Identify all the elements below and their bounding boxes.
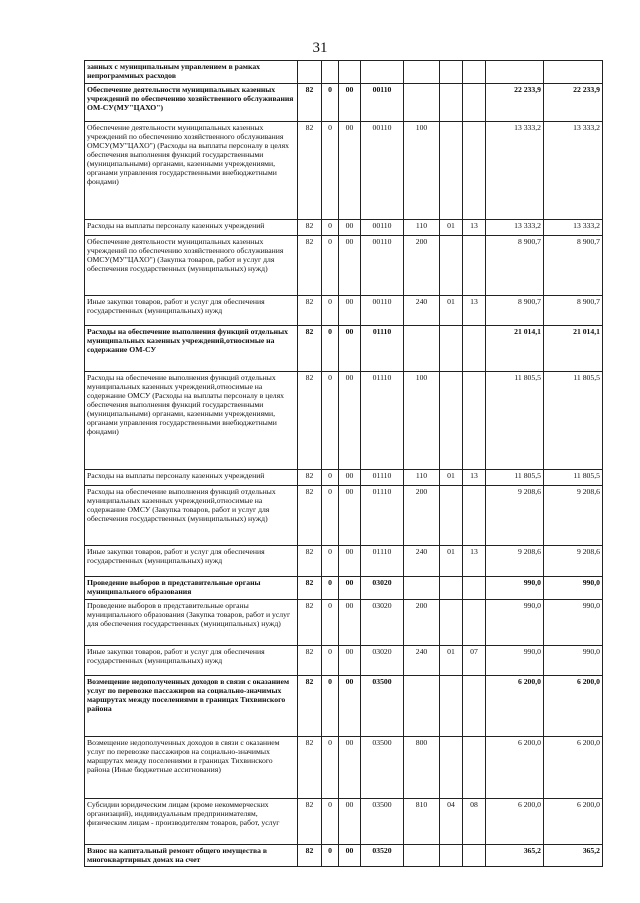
table-row xyxy=(85,84,603,122)
code-cell: 00 xyxy=(339,296,361,326)
code-cell: 00 xyxy=(339,372,361,470)
code-cell: 00 xyxy=(339,737,361,799)
expense-type-cell xyxy=(404,61,440,84)
section-cell xyxy=(440,737,463,799)
target-code-cell: 03520 xyxy=(361,845,404,867)
item-name-cell: Проведение выборов в представительные органы муниципального образования (Закупка товаров, работ и услуг для обеспечения государственных (муниципальных) нужд) xyxy=(85,600,298,646)
expense-type-cell xyxy=(404,676,440,737)
subsection-cell xyxy=(463,486,486,546)
code-cell: 0 xyxy=(322,84,339,122)
target-code-cell: 00110 xyxy=(361,296,404,326)
amount-total-cell: 365,2 xyxy=(544,845,603,867)
section-cell xyxy=(440,372,463,470)
amount-total-cell: 6 200,0 xyxy=(544,799,603,845)
subsection-cell xyxy=(463,676,486,737)
target-code-cell: 03020 xyxy=(361,600,404,646)
subsection-cell xyxy=(463,84,486,122)
code-cell: 82 xyxy=(298,372,322,470)
table-body xyxy=(85,61,603,867)
subsection-cell: 08 xyxy=(463,799,486,845)
amount-total-cell: 11 805,5 xyxy=(544,470,603,486)
item-name-cell: Иные закупки товаров, работ и услуг для обеспечения государственных (муниципальных) нужд xyxy=(85,296,298,326)
amount-total-cell: 13 333,2 xyxy=(544,220,603,236)
item-name-cell: Иные закупки товаров, работ и услуг для обеспечения государственных (муниципальных) нужд xyxy=(85,646,298,676)
code-cell: 0 xyxy=(322,646,339,676)
code-cell: 82 xyxy=(298,546,322,577)
target-code-cell: 03020 xyxy=(361,577,404,600)
expense-type-cell xyxy=(404,326,440,372)
section-cell xyxy=(440,122,463,220)
amount-total-cell: 990,0 xyxy=(544,600,603,646)
page-number: 31 xyxy=(312,40,328,56)
item-name-cell: Иные закупки товаров, работ и услуг для обеспечения государственных (муниципальных) нужд xyxy=(85,546,298,577)
table-row xyxy=(85,61,603,84)
table-row xyxy=(85,799,603,845)
code-cell: 82 xyxy=(298,84,322,122)
code-cell: 82 xyxy=(298,486,322,546)
amount-total-cell: 8 900,7 xyxy=(544,296,603,326)
amount-total-cell: 990,0 xyxy=(544,646,603,676)
table-row xyxy=(85,122,603,220)
section-cell xyxy=(440,326,463,372)
subsection-cell: 13 xyxy=(463,296,486,326)
code-cell: 00 xyxy=(339,546,361,577)
amount-total-cell: 990,0 xyxy=(544,577,603,600)
code-cell: 0 xyxy=(322,799,339,845)
amount-total-cell: 9 208,6 xyxy=(544,486,603,546)
target-code-cell: 03500 xyxy=(361,676,404,737)
amount-cell: 21 014,1 xyxy=(486,326,544,372)
target-code-cell: 03500 xyxy=(361,799,404,845)
code-cell: 00 xyxy=(339,486,361,546)
code-cell: 00 xyxy=(339,220,361,236)
section-cell: 01 xyxy=(440,296,463,326)
subsection-cell: 13 xyxy=(463,546,486,577)
amount-cell: 990,0 xyxy=(486,646,544,676)
amount-cell: 365,2 xyxy=(486,845,544,867)
code-cell: 00 xyxy=(339,600,361,646)
expense-type-cell: 100 xyxy=(404,122,440,220)
amount-total-cell: 21 014,1 xyxy=(544,326,603,372)
expense-type-cell: 810 xyxy=(404,799,440,845)
code-cell: 0 xyxy=(322,372,339,470)
code-cell: 82 xyxy=(298,799,322,845)
amount-total-cell: 13 333,2 xyxy=(544,122,603,220)
code-cell: 0 xyxy=(322,737,339,799)
code-cell: 82 xyxy=(298,737,322,799)
item-name-cell: Обеспечение деятельности муниципальных казенных учреждений по обеспечению хозяйственного обслуживания ОМ-СУ(МУ"ЦАХО") xyxy=(85,84,298,122)
target-code-cell: 01110 xyxy=(361,546,404,577)
amount-cell: 11 805,5 xyxy=(486,372,544,470)
amount-cell: 8 900,7 xyxy=(486,236,544,296)
code-cell xyxy=(298,61,322,84)
code-cell: 00 xyxy=(339,470,361,486)
table-row xyxy=(85,845,603,867)
item-name-cell: Расходы на выплаты персоналу казенных учреждений xyxy=(85,470,298,486)
code-cell xyxy=(339,61,361,84)
amount-cell: 6 200,0 xyxy=(486,676,544,737)
code-cell: 00 xyxy=(339,577,361,600)
table-row xyxy=(85,326,603,372)
code-cell: 82 xyxy=(298,470,322,486)
table-row xyxy=(85,296,603,326)
code-cell: 0 xyxy=(322,546,339,577)
amount-cell: 11 805,5 xyxy=(486,470,544,486)
subsection-cell xyxy=(463,600,486,646)
subsection-cell: 13 xyxy=(463,220,486,236)
code-cell: 00 xyxy=(339,84,361,122)
code-cell: 0 xyxy=(322,470,339,486)
section-cell xyxy=(440,676,463,737)
amount-total-cell: 6 200,0 xyxy=(544,737,603,799)
section-cell xyxy=(440,84,463,122)
subsection-cell xyxy=(463,236,486,296)
code-cell: 0 xyxy=(322,845,339,867)
budget-table xyxy=(84,60,603,867)
item-name-cell: Возмещение недополученных доходов в связи с оказанием услуг по перевозке пассажиров на социально-значимых маршрутах между поселениями в границах Тихвинского района (Иные бюджетные ассигнования) xyxy=(85,737,298,799)
code-cell: 00 xyxy=(339,646,361,676)
code-cell: 0 xyxy=(322,122,339,220)
code-cell: 82 xyxy=(298,646,322,676)
amount-cell xyxy=(486,61,544,84)
code-cell: 82 xyxy=(298,600,322,646)
section-cell xyxy=(440,486,463,546)
section-cell xyxy=(440,845,463,867)
table-row xyxy=(85,546,603,577)
target-code-cell: 01110 xyxy=(361,326,404,372)
expense-type-cell: 240 xyxy=(404,296,440,326)
table-row xyxy=(85,470,603,486)
expense-type-cell: 110 xyxy=(404,220,440,236)
expense-type-cell: 800 xyxy=(404,737,440,799)
section-cell xyxy=(440,577,463,600)
section-cell xyxy=(440,600,463,646)
amount-cell: 8 900,7 xyxy=(486,296,544,326)
amount-total-cell: 11 805,5 xyxy=(544,372,603,470)
item-name-cell: Возмещение недополученных доходов в связи с оказанием услуг по перевозке пассажиров на социально-значимых маршрутах между поселениями в границах Тихвинского района xyxy=(85,676,298,737)
code-cell: 82 xyxy=(298,676,322,737)
subsection-cell xyxy=(463,372,486,470)
table-row xyxy=(85,646,603,676)
item-name-cell: Расходы на обеспечение выполнения функций отдельных муниципальных казенных учреждений,относимые на содержание ОМСУ (Расходы на выплаты персоналу в целях обеспечения выполнения функций государственными (муниципальными) органами, казенными учреждениями, органами управления государственными внебюджетными фондами) xyxy=(85,372,298,470)
item-name-cell: Субсидии юридическим лицам (кроме некоммерческих организаций), индивидуальным предпринимателям, физическим лицам - производителям товаров, работ, услуг xyxy=(85,799,298,845)
section-cell: 04 xyxy=(440,799,463,845)
code-cell: 00 xyxy=(339,676,361,737)
amount-cell: 9 208,6 xyxy=(486,546,544,577)
target-code-cell: 03020 xyxy=(361,646,404,676)
code-cell: 0 xyxy=(322,486,339,546)
code-cell: 00 xyxy=(339,122,361,220)
table-row xyxy=(85,486,603,546)
expense-type-cell: 240 xyxy=(404,546,440,577)
item-name-cell: Проведение выборов в представительные органы муниципального образования xyxy=(85,577,298,600)
table-row xyxy=(85,220,603,236)
code-cell: 00 xyxy=(339,236,361,296)
section-cell: 01 xyxy=(440,646,463,676)
code-cell: 0 xyxy=(322,577,339,600)
code-cell: 0 xyxy=(322,326,339,372)
target-code-cell xyxy=(361,61,404,84)
table-row xyxy=(85,676,603,737)
code-cell: 82 xyxy=(298,845,322,867)
expense-type-cell xyxy=(404,577,440,600)
amount-total-cell: 9 208,6 xyxy=(544,546,603,577)
target-code-cell: 00110 xyxy=(361,236,404,296)
target-code-cell: 01110 xyxy=(361,372,404,470)
amount-cell: 990,0 xyxy=(486,577,544,600)
subsection-cell xyxy=(463,122,486,220)
amount-total-cell: 22 233,9 xyxy=(544,84,603,122)
table-row xyxy=(85,236,603,296)
item-name-cell: Взнос на капитальный ремонт общего имущества в многоквартирных домах на счет xyxy=(85,845,298,867)
subsection-cell xyxy=(463,577,486,600)
amount-cell: 13 333,2 xyxy=(486,122,544,220)
subsection-cell: 13 xyxy=(463,470,486,486)
code-cell: 82 xyxy=(298,296,322,326)
section-cell xyxy=(440,61,463,84)
expense-type-cell: 100 xyxy=(404,372,440,470)
amount-cell: 6 200,0 xyxy=(486,737,544,799)
table-row xyxy=(85,600,603,646)
subsection-cell: 07 xyxy=(463,646,486,676)
amount-cell: 22 233,9 xyxy=(486,84,544,122)
expense-type-cell: 110 xyxy=(404,470,440,486)
expense-type-cell: 200 xyxy=(404,236,440,296)
section-cell: 01 xyxy=(440,220,463,236)
target-code-cell: 03500 xyxy=(361,737,404,799)
expense-type-cell: 240 xyxy=(404,646,440,676)
code-cell: 0 xyxy=(322,676,339,737)
amount-cell: 990,0 xyxy=(486,600,544,646)
subsection-cell xyxy=(463,326,486,372)
code-cell xyxy=(322,61,339,84)
code-cell: 82 xyxy=(298,326,322,372)
item-name-cell: занных с муниципальным управлением в рамках непрограммных расходов xyxy=(85,61,298,84)
amount-total-cell xyxy=(544,61,603,84)
target-code-cell: 00110 xyxy=(361,122,404,220)
code-cell: 82 xyxy=(298,236,322,296)
code-cell: 0 xyxy=(322,296,339,326)
target-code-cell: 01110 xyxy=(361,470,404,486)
code-cell: 00 xyxy=(339,845,361,867)
code-cell: 00 xyxy=(339,799,361,845)
subsection-cell xyxy=(463,737,486,799)
target-code-cell: 01110 xyxy=(361,486,404,546)
expense-type-cell xyxy=(404,84,440,122)
item-name-cell: Обеспечение деятельности муниципальных казенных учреждений по обеспечению хозяйственного обслуживания ОМСУ(МУ"ЦАХО") (Закупка товаров, работ и услуг для обеспечения государственных (муниципальных) нужд) xyxy=(85,236,298,296)
amount-cell: 9 208,6 xyxy=(486,486,544,546)
item-name-cell: Расходы на выплаты персоналу казенных учреждений xyxy=(85,220,298,236)
expense-type-cell: 200 xyxy=(404,486,440,546)
table-row xyxy=(85,737,603,799)
amount-cell: 6 200,0 xyxy=(486,799,544,845)
amount-cell: 13 333,2 xyxy=(486,220,544,236)
code-cell: 0 xyxy=(322,236,339,296)
subsection-cell xyxy=(463,845,486,867)
target-code-cell: 00110 xyxy=(361,220,404,236)
subsection-cell xyxy=(463,61,486,84)
code-cell: 82 xyxy=(298,122,322,220)
expense-type-cell: 200 xyxy=(404,600,440,646)
target-code-cell: 00110 xyxy=(361,84,404,122)
code-cell: 82 xyxy=(298,577,322,600)
section-cell xyxy=(440,236,463,296)
code-cell: 0 xyxy=(322,220,339,236)
item-name-cell: Обеспечение деятельности муниципальных казенных учреждений по обеспечению хозяйственного обслуживания ОМСУ(МУ"ЦАХО") (Расходы на выплаты персоналу в целях обеспечения выполнения функций государственными (муниципальными) органами, казенными учреждениями, органами управления государственными внебюджетными фондами) xyxy=(85,122,298,220)
amount-total-cell: 6 200,0 xyxy=(544,676,603,737)
table-row xyxy=(85,372,603,470)
section-cell: 01 xyxy=(440,470,463,486)
code-cell: 82 xyxy=(298,220,322,236)
code-cell: 00 xyxy=(339,326,361,372)
expense-type-cell xyxy=(404,845,440,867)
amount-total-cell: 8 900,7 xyxy=(544,236,603,296)
section-cell: 01 xyxy=(440,546,463,577)
item-name-cell: Расходы на обеспечение выполнения функций отдельных муниципальных казенных учреждений,относимые на содержание ОМ-СУ xyxy=(85,326,298,372)
item-name-cell: Расходы на обеспечение выполнения функций отдельных муниципальных казенных учреждений,относимые на содержание ОМСУ (Закупка товаров, работ и услуг для обеспечения государственных (муниципальных) нужд) xyxy=(85,486,298,546)
code-cell: 0 xyxy=(322,600,339,646)
table-row xyxy=(85,577,603,600)
